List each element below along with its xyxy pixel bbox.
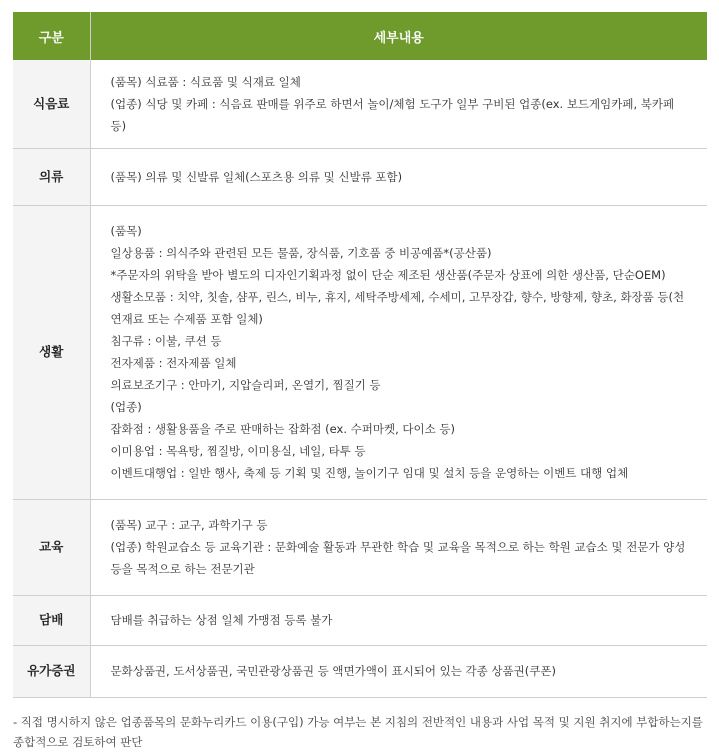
- detail-cell: [90, 645, 707, 697]
- detail-line: 생활소모품 : 치약, 칫솔, 샴푸, 린스, 비누, 휴지, 세탁주방세제, 수세미, 고무장갑, 향수, 방향제, 향초, 화장품 등(천연재료 또는 수제품 포함 일체): [110, 290, 685, 326]
- detail-line: 담배를 취급하는 상점 일체 가맹점 등록 불가: [110, 613, 333, 627]
- category-cell: 담배: [13, 595, 90, 645]
- header-category: 구분: [13, 12, 90, 60]
- category-cell: 생활: [13, 205, 90, 499]
- category-cell: 유가증권: [13, 645, 90, 697]
- detail-cell: [90, 499, 707, 595]
- table-row-food: [13, 60, 707, 148]
- detail-line: 침구류 : 이불, 쿠션 등: [110, 334, 222, 348]
- table-row-tobacco: [13, 595, 707, 645]
- detail-line: 일상용품 : 의식주와 관련된 모든 물품, 장식품, 기호품 중 비공예품*(공산품): [110, 246, 492, 260]
- detail-cell: [90, 595, 707, 645]
- detail-line: (품목) 의류 및 신발류 일체(스포츠용 의류 및 신발류 포함): [110, 169, 403, 184]
- table-header-row: [13, 12, 707, 60]
- detail-line: (업종) 학원교습소 등 교육기관 : 문화예술 활동과 무관한 학습 및 교육을 목적으로 하는 학원 교습소 및 전문가 양성 등을 목적으로 하는 전문기관: [110, 540, 686, 576]
- detail-line: (업종) 식당 및 카페 : 식음료 판매를 위주로 하면서 놀이/체험 도구가 일부 구비된 업종(ex. 보드게임카페, 북카페 등): [110, 96, 675, 133]
- table-row-securities: [13, 645, 707, 697]
- footnote: - 직접 명시하지 않은 업종품목의 문화누리카드 이용(구입) 가능 여부는 본 지침의 전반적인 내용과 사업 목적 및 지원 취지에 부합하는지를 종합적으로 검토하여 판단: [13, 715, 703, 749]
- detail-cell: [90, 205, 707, 499]
- category-cell: 교육: [13, 499, 90, 595]
- detail-line: 전자제품 : 전자제품 일체: [110, 356, 237, 370]
- detail-line: 의료보조기구 : 안마기, 지압슬리퍼, 온열기, 찜질기 등: [110, 378, 381, 392]
- detail-line: *주문자의 위탁을 받아 별도의 디자인기획과정 없이 단순 제조된 생산품(주문자 상표에 의한 생산품, 단순OEM): [110, 268, 666, 282]
- detail-line: 이미용업 : 목욕탕, 찜질방, 이미용실, 네일, 타투 등: [110, 444, 366, 458]
- detail-line: 문화상품권, 도서상품권, 국민관광상품권 등 액면가액이 표시되어 있는 각종 상품권(쿠폰): [110, 664, 556, 678]
- category-cell: 의류: [13, 148, 90, 205]
- table-row-living: [13, 205, 707, 499]
- detail-line: (품목) 교구 : 교구, 과학기구 등: [110, 518, 268, 532]
- table-row-education: [13, 499, 707, 595]
- detail-line: (업종): [110, 400, 142, 414]
- detail-line: 잡화점 : 생활용품을 주로 판매하는 잡화점 (ex. 수퍼마켓, 다이소 등): [110, 422, 455, 436]
- detail-line: (품목): [110, 224, 142, 238]
- detail-line: 이벤트대행업 : 일반 행사, 축제 등 기획 및 진행, 놀이기구 임대 및 설치 등을 운영하는 이벤트 대행 업체: [110, 466, 629, 480]
- eligibility-table: [13, 12, 707, 698]
- category-cell: 식음료: [13, 60, 90, 148]
- detail-line: (품목) 식료품 : 식료품 및 식재료 일체: [110, 74, 301, 89]
- detail-cell: [90, 148, 707, 205]
- detail-cell: [90, 60, 707, 148]
- header-detail: 세부내용: [90, 12, 707, 60]
- table-row-clothing: [13, 148, 707, 205]
